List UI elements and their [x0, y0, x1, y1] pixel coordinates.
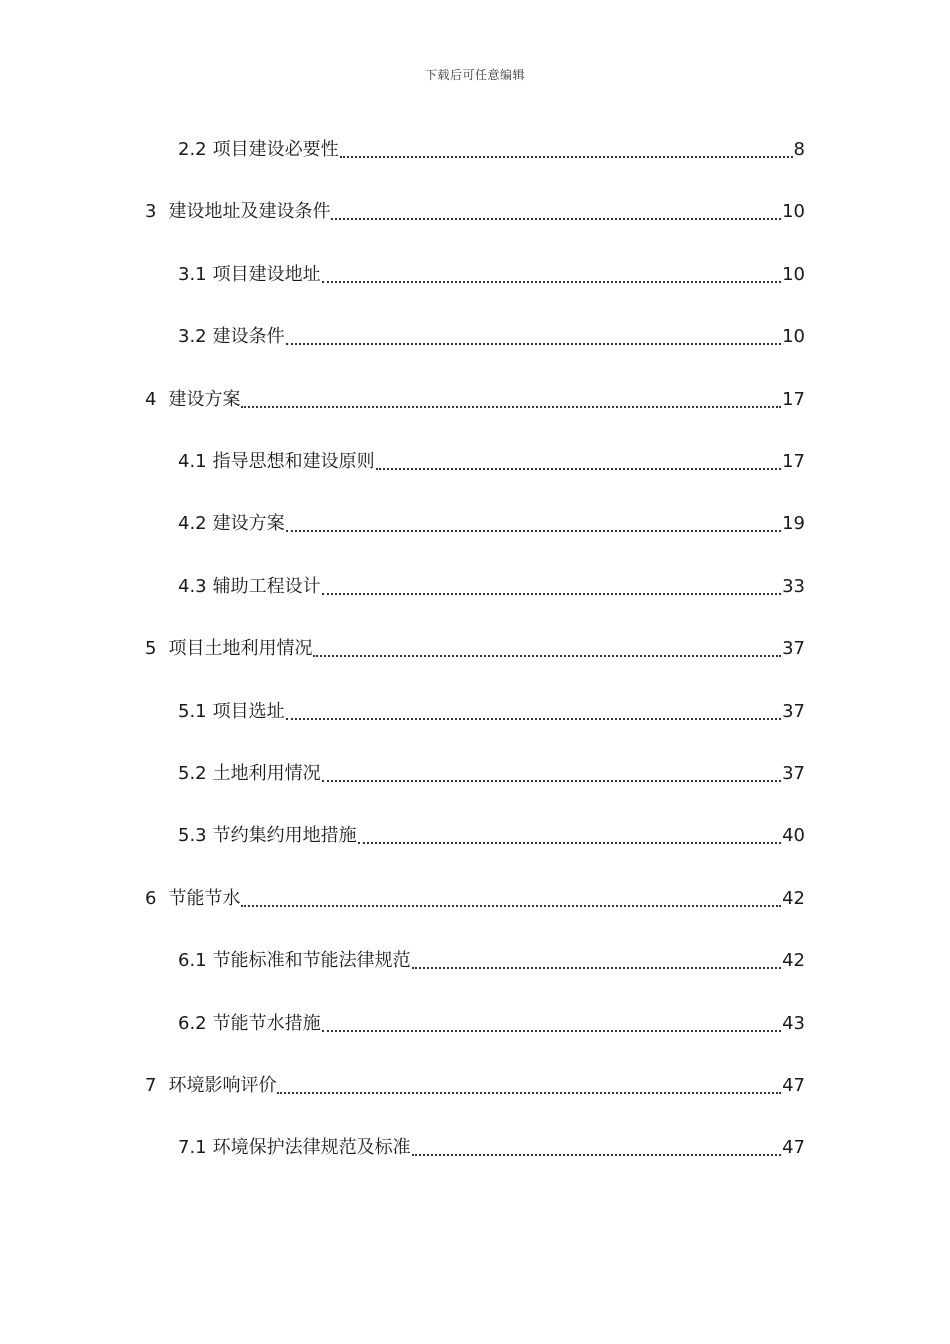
toc-entry-title: 节约集约用地措施	[212, 825, 357, 847]
toc-entry-page-number: 42	[782, 950, 805, 972]
toc-entry-title: 辅助工程设计	[212, 575, 321, 597]
toc-entry-title: 项目建设必要性	[212, 139, 339, 160]
toc-entry[interactable]	[145, 629, 805, 669]
toc-dot-leader	[313, 655, 781, 657]
toc-dot-leader	[286, 718, 781, 720]
toc-entry-title: 环境影响评价	[168, 1075, 277, 1096]
toc-dot-leader	[322, 593, 781, 595]
toc-entry[interactable]	[145, 192, 805, 232]
toc-entry-number: 5	[145, 638, 157, 660]
toc-entry-number: 3	[145, 201, 157, 223]
toc-dot-leader	[331, 218, 781, 220]
toc-dot-leader	[322, 780, 781, 782]
page-header: 下载后可任意编辑	[424, 68, 525, 82]
toc-entry[interactable]	[178, 130, 805, 170]
toc-entry-title: 节能节水	[168, 887, 241, 909]
toc-dot-leader	[412, 1154, 781, 1156]
toc-dot-leader	[322, 1030, 781, 1032]
toc-dot-leader	[322, 281, 781, 283]
toc-entry-page-number: 37	[782, 700, 805, 722]
toc-entry-number: 6.1	[178, 950, 207, 972]
toc-entry[interactable]	[178, 941, 805, 981]
toc-entry[interactable]	[178, 567, 805, 607]
toc-entry[interactable]	[178, 816, 805, 856]
toc-entry-title: 项目土地利用情况	[168, 638, 313, 660]
toc-entry-title: 土地利用情况	[212, 763, 321, 784]
toc-entry[interactable]	[178, 754, 805, 794]
toc-dot-leader	[286, 343, 781, 345]
toc-entry[interactable]	[178, 255, 805, 295]
toc-entry-title: 建设方案	[212, 513, 285, 535]
toc-entry[interactable]	[145, 879, 805, 919]
toc-entry-page-number: 33	[782, 575, 805, 597]
toc-entry-number: 3.1	[178, 263, 207, 285]
toc-entry[interactable]	[178, 1128, 805, 1168]
toc-entry-number: 4.3	[178, 575, 207, 597]
toc-entry-number: 5.2	[178, 763, 207, 784]
toc-entry-page-number: 42	[782, 887, 805, 909]
toc-dot-leader	[376, 468, 781, 470]
toc-entry-page-number: 10	[782, 263, 805, 285]
toc-entry[interactable]	[145, 1066, 805, 1106]
toc-entry-page-number: 37	[782, 638, 805, 660]
toc-entry[interactable]	[178, 504, 805, 544]
toc-entry[interactable]	[178, 1004, 805, 1044]
toc-entry-page-number: 17	[782, 451, 805, 472]
toc-entry-title: 项目建设地址	[212, 263, 321, 285]
toc-entry-number: 2.2	[178, 139, 207, 160]
toc-entry-page-number: 40	[782, 825, 805, 847]
toc-dot-leader	[241, 905, 781, 907]
toc-entry-title: 建设条件	[212, 326, 285, 348]
toc-entry-number: 6.2	[178, 1012, 207, 1034]
toc-dot-leader	[358, 842, 781, 844]
toc-entry-page-number: 47	[782, 1137, 805, 1159]
toc-entry-number: 3.2	[178, 326, 207, 348]
toc-entry-title: 节能标准和节能法律规范	[212, 950, 411, 972]
toc-dot-leader	[412, 967, 781, 969]
toc-entry-title: 建设地址及建设条件	[168, 201, 331, 223]
toc-dot-leader	[286, 530, 781, 532]
toc-entry-title: 项目选址	[212, 700, 285, 722]
toc-entry-number: 6	[145, 887, 157, 909]
toc-entry-title: 建设方案	[168, 388, 241, 410]
toc-entry-page-number: 17	[782, 388, 805, 410]
toc-entry-page-number: 43	[782, 1012, 805, 1034]
toc-entry-page-number: 10	[782, 201, 805, 223]
toc-dot-leader	[340, 156, 793, 158]
toc-entry-page-number: 10	[782, 326, 805, 348]
toc-entry-number: 4	[145, 388, 157, 410]
toc-entry-title: 环境保护法律规范及标准	[212, 1137, 411, 1159]
toc-entry-page-number: 37	[782, 763, 805, 784]
toc-entry-number: 7	[145, 1075, 157, 1096]
toc-entry-number: 5.1	[178, 700, 207, 722]
toc-entry[interactable]	[145, 380, 805, 420]
toc-entry[interactable]	[178, 442, 805, 482]
toc-entry-page-number: 19	[782, 513, 805, 535]
toc-entry[interactable]	[178, 692, 805, 732]
toc-entry[interactable]	[178, 317, 805, 357]
toc-entry-title: 指导思想和建设原则	[212, 451, 375, 472]
toc-dot-leader	[241, 406, 781, 408]
toc-entry-title: 节能节水措施	[212, 1012, 321, 1034]
toc-entry-number: 4.1	[178, 451, 207, 472]
toc-entry-number: 7.1	[178, 1137, 207, 1159]
toc-entry-number: 5.3	[178, 825, 207, 847]
toc-entry-page-number: 47	[782, 1075, 805, 1096]
toc-dot-leader	[277, 1092, 781, 1094]
toc-entry-page-number: 8	[793, 139, 805, 160]
toc-entry-number: 4.2	[178, 513, 207, 535]
